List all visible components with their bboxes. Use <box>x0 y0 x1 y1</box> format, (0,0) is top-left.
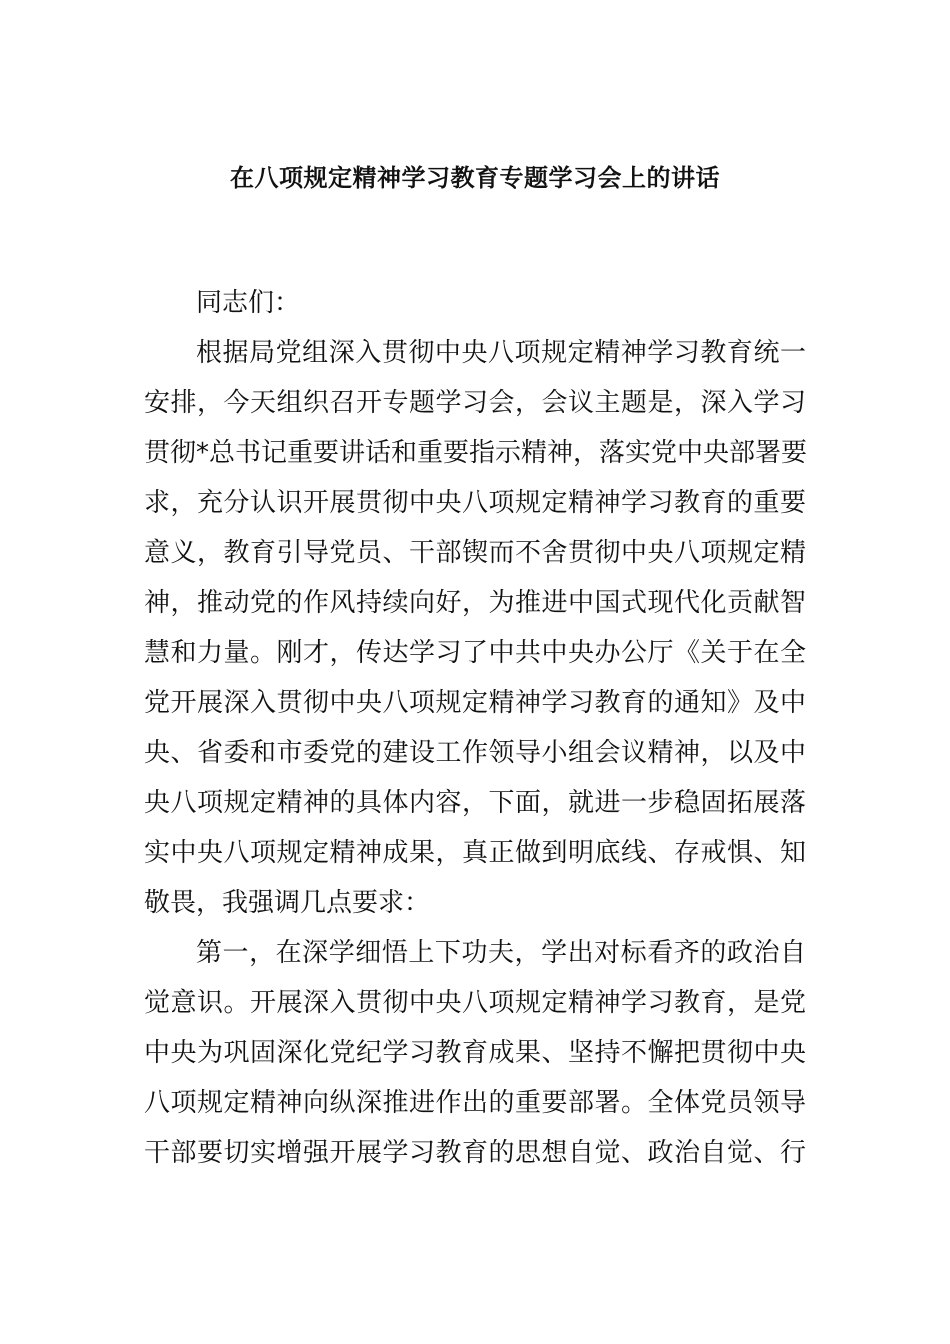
paragraph-line: 央、省委和市委党的建设工作领导小组会议精神，以及中 <box>144 738 806 768</box>
salutation: 同志们： <box>196 288 301 318</box>
paragraph-line: 八项规定精神向纵深推进作出的重要部署。全体党员领导 <box>144 1088 806 1118</box>
paragraph-line: 神，推动党的作风持续向好，为推进中国式现代化贡献智 <box>144 588 806 618</box>
paragraph-line: 实中央八项规定精神成果，真正做到明底线、存戒惧、知 <box>144 838 806 868</box>
paragraph-line: 央八项规定精神的具体内容，下面，就进一步稳固拓展落 <box>144 788 806 818</box>
paragraph-line: 第一，在深学细悟上下功夫，学出对标看齐的政治自 <box>196 938 806 968</box>
paragraph-line: 贯彻*总书记重要讲话和重要指示精神，落实党中央部署要 <box>144 438 808 468</box>
paragraph-line: 觉意识。开展深入贯彻中央八项规定精神学习教育，是党 <box>144 988 806 1018</box>
paragraph-line: 干部要切实增强开展学习教育的思想自觉、政治自觉、行 <box>144 1138 806 1168</box>
paragraph-line: 安排，今天组织召开专题学习会，会议主题是，深入学习 <box>144 388 806 418</box>
paragraph-line: 党开展深入贯彻中央八项规定精神学习教育的通知》及中 <box>144 688 806 718</box>
paragraph-line: 中央为巩固深化党纪学习教育成果、坚持不懈把贯彻中央 <box>144 1038 806 1068</box>
paragraph-line: 求，充分认识开展贯彻中央八项规定精神学习教育的重要 <box>144 488 806 518</box>
paragraph-line: 慧和力量。刚才，传达学习了中共中央办公厅《关于在全 <box>144 638 806 668</box>
document-title: 在八项规定精神学习教育专题学习会上的讲话 <box>230 164 720 192</box>
paragraph-line: 敬畏，我强调几点要求： <box>144 888 431 918</box>
paragraph-line: 根据局党组深入贯彻中央八项规定精神学习教育统一 <box>196 338 806 368</box>
paragraph-line: 意义，教育引导党员、干部锲而不舍贯彻中央八项规定精 <box>144 538 806 568</box>
